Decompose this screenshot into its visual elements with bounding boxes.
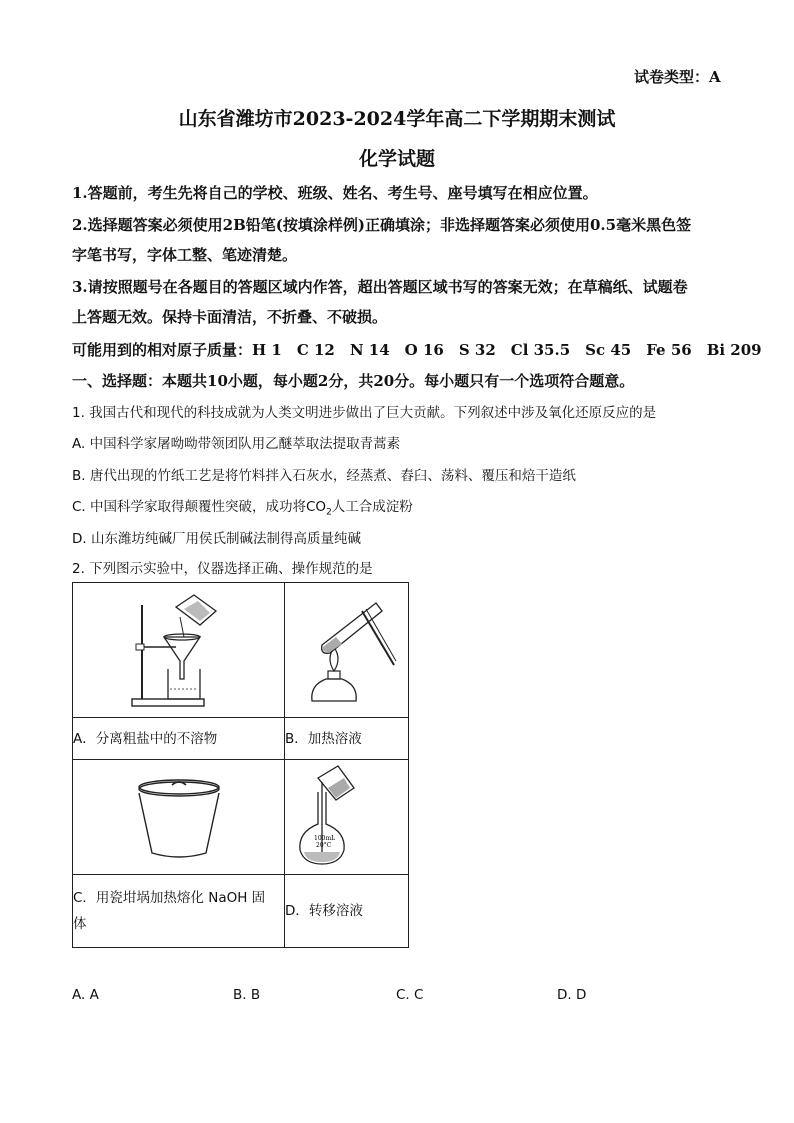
section-heading: 一、选择题：本题共10小题，每小题2分，共20分。每小题只有一个选项符合题意。 (72, 372, 635, 390)
q1-option-a: A. 中国科学家屠呦呦带领团队用乙醚萃取法提取青蒿素 (72, 436, 401, 452)
q1-option-c-text: C. 中国科学家取得颠覆性突破，成功将CO (72, 499, 327, 515)
figure-a-cell (73, 583, 285, 718)
figure-c-caption (73, 875, 285, 948)
flask-label-volume: 100mL (313, 835, 335, 842)
q1-option-c (72, 495, 413, 518)
note-2-line2: 字笔书写，字体工整、笔迹清楚。 (72, 246, 298, 264)
figure-d-cell (285, 760, 409, 875)
note-1: 1.答题前，考生先将自己的学校、班级、姓名、考生号、座号填写在相应位置。 (72, 184, 598, 202)
figure-d-caption: D．转移溶液 (285, 875, 409, 948)
flask-label-temp: 20°C (315, 842, 331, 849)
q1-stem: 1. 我国古代和现代的科技成就为人类文明进步做出了巨大贡献。下列叙述中涉及氧化还原反应的是 (72, 405, 657, 421)
q1-option-d: D. 山东潍坊纯碱厂用侯氏制碱法制得高质量纯碱 (72, 531, 361, 547)
q2-figure-table (72, 582, 409, 948)
exam-title: 山东省潍坊市2023-2024学年高二下学期期末测试 (178, 108, 616, 130)
paper-type: 试卷类型：A (634, 68, 721, 86)
transfer-solution-figure (292, 762, 402, 872)
q2-choice-a: A. A (72, 987, 99, 1003)
note-3-line2: 上答题无效。保持卡面清洁，不折叠、不破损。 (72, 308, 388, 326)
q1-option-c-tail: 人工合成淀粉 (331, 499, 413, 515)
crucible-figure (124, 767, 234, 867)
q1-option-b: B. 唐代出现的竹纸工艺是将竹料拌入石灰水，经蒸煮、舂臼、荡料、覆压和焙干造纸 (72, 468, 576, 484)
q2-choice-d: D. D (557, 987, 587, 1003)
atomic-masses: 可能用到的相对原子质量：H 1 C 12 N 14 O 16 S 32 Cl 35.5 Sc 45 Fe 56 Bi 209 (72, 341, 762, 359)
figure-b-caption: B．加热溶液 (285, 718, 409, 760)
q1-option-c-subscript: 2 (326, 507, 332, 518)
figure-b-cell (285, 583, 409, 718)
figure-c-caption-line1: C．用瓷坩埚加热熔化 NaOH 固 (73, 890, 266, 906)
heating-test-tube-figure (292, 589, 402, 711)
exam-subtitle: 化学试题 (358, 148, 435, 170)
q2-choice-b: B. B (233, 987, 261, 1003)
q2-choice-c: C. C (396, 987, 424, 1003)
note-2-line1: 2.选择题答案必须使用2B铅笔(按填涂样例)正确填涂；非选择题答案必须使用0.5毫米黑色签 (72, 216, 692, 234)
q2-stem: 2. 下列图示实验中，仪器选择正确、操作规范的是 (72, 561, 373, 577)
figure-c-caption-line2: 体 (73, 916, 87, 932)
figure-a-caption: A．分离粗盐中的不溶物 (73, 718, 285, 760)
note-3-line1: 3.请按照题号在各题目的答题区域内作答，超出答题区域书写的答案无效；在草稿纸、试题卷 (72, 278, 688, 296)
figure-c-cell (73, 760, 285, 875)
filtration-apparatus-figure (124, 589, 234, 711)
